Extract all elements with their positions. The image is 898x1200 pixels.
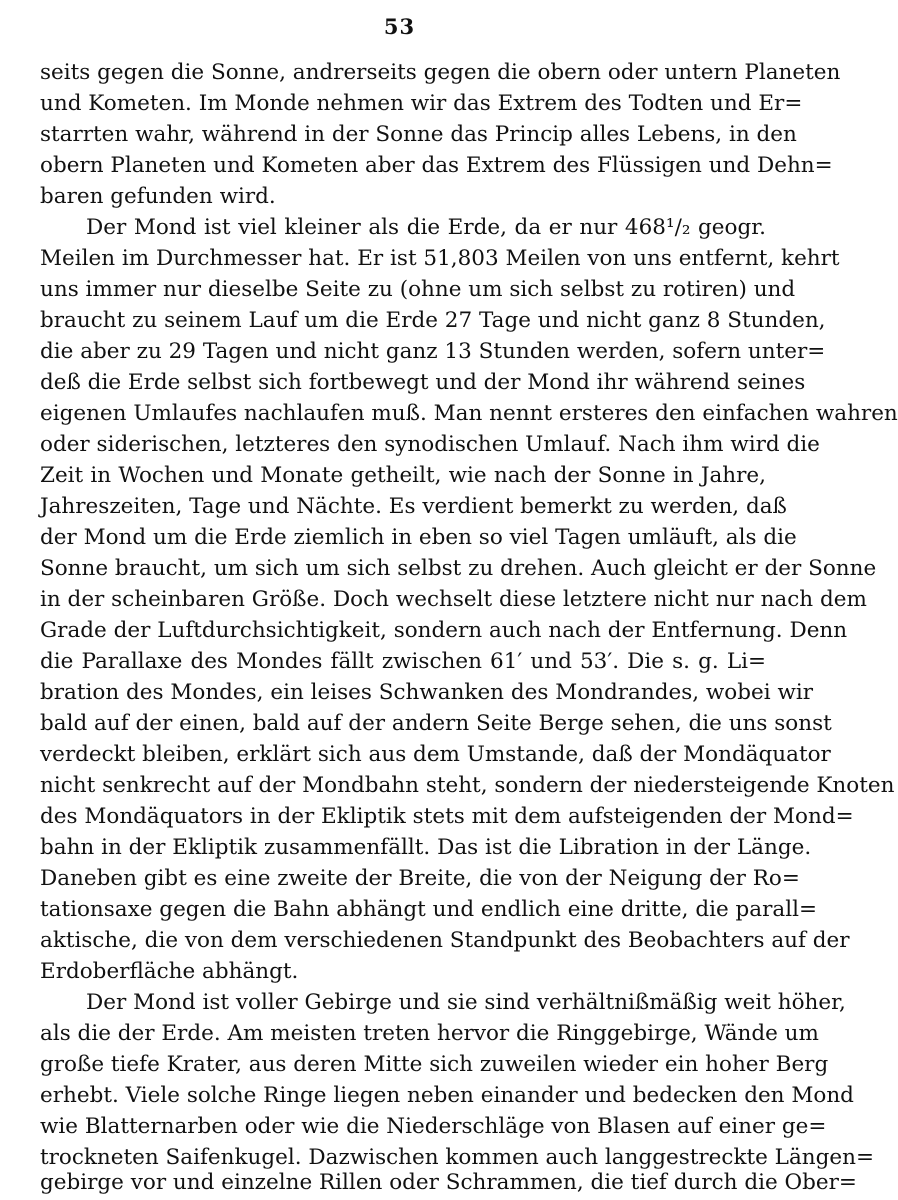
text-line: Grade der Luftdurchsichtigkeit, sondern auch nach der Entfernung. Denn bbox=[40, 618, 848, 643]
text-line: trockneten Saifenkugel. Dazwischen kommen auch langgestreckte Längen= bbox=[40, 1145, 874, 1170]
text-line: deß die Erde selbst sich fortbewegt und der Mond ihr während seines bbox=[40, 370, 806, 395]
text-line: Daneben gibt es eine zweite der Breite, die von der Neigung der Ro= bbox=[40, 866, 800, 891]
text-line: aktische, die von dem verschiedenen Standpunkt des Beobachters auf der bbox=[40, 928, 850, 953]
text-line: eigenen Umlaufes nachlaufen muß. Man nennt ersteres den einfachen wahren bbox=[40, 401, 898, 426]
text-line: nicht senkrecht auf der Mondbahn steht, sondern der niedersteigende Knoten bbox=[40, 773, 895, 798]
text-line: oder siderischen, letzteres den synodischen Umlauf. Nach ihm wird die bbox=[40, 432, 820, 457]
text-line: uns immer nur dieselbe Seite zu (ohne um sich selbst zu rotiren) und bbox=[40, 277, 796, 302]
text-line: die aber zu 29 Tagen und nicht ganz 13 Stunden werden, sofern unter= bbox=[40, 339, 826, 364]
text-line: und Kometen. Im Monde nehmen wir das Extrem des Todten und Er= bbox=[40, 91, 803, 116]
text-line: Jahreszeiten, Tage und Nächte. Es verdient bemerkt zu werden, daß bbox=[40, 494, 787, 519]
text-line: gebirge vor und einzelne Rillen oder Schrammen, die tief durch die Ober= bbox=[40, 1170, 857, 1195]
text-line: die Parallaxe des Mondes fällt zwischen 61′ und 53′. Die s. g. Li= bbox=[40, 649, 766, 674]
text-line: als die der Erde. Am meisten treten hervor die Ringgebirge, Wände um bbox=[40, 1021, 819, 1046]
text-line: Sonne braucht, um sich um sich selbst zu drehen. Auch gleicht er der Sonne bbox=[40, 556, 877, 581]
text-line: große tiefe Krater, aus deren Mitte sich zuweilen wieder ein hoher Berg bbox=[40, 1052, 829, 1077]
text-line: in der scheinbaren Größe. Doch wechselt diese letztere nicht nur nach dem bbox=[40, 587, 867, 612]
text-line: seits gegen die Sonne, andrerseits gegen die obern oder untern Planeten bbox=[40, 60, 841, 85]
text-line: verdeckt bleiben, erklärt sich aus dem Umstande, daß der Mondäquator bbox=[40, 742, 831, 767]
text-line: des Mondäquators in der Ekliptik stets mit dem aufsteigenden der Mond= bbox=[40, 804, 854, 829]
text-line: braucht zu seinem Lauf um die Erde 27 Tage und nicht ganz 8 Stunden, bbox=[40, 308, 826, 333]
text-line: wie Blatternarben oder wie die Niederschläge von Blasen auf einer ge= bbox=[40, 1114, 827, 1139]
text-line: bration des Mondes, ein leises Schwanken des Mondrandes, wobei wir bbox=[40, 680, 814, 705]
text-line: bahn in der Ekliptik zusammenfällt. Das ist die Libration in der Länge. bbox=[40, 835, 812, 860]
text-line: Meilen im Durchmesser hat. Er ist 51,803 Meilen von uns entfernt, kehrt bbox=[40, 246, 840, 271]
text-line: bald auf der einen, bald auf der andern Seite Berge sehen, die uns sonst bbox=[40, 711, 832, 736]
text-line: erhebt. Viele solche Ringe liegen neben einander und bedecken den Mond bbox=[40, 1083, 854, 1108]
text-line: Erdoberfläche abhängt. bbox=[40, 959, 299, 984]
text-line: baren gefunden wird. bbox=[40, 184, 276, 209]
text-line: starrten wahr, während in der Sonne das Princip alles Lebens, in den bbox=[40, 122, 797, 147]
text-line: obern Planeten und Kometen aber das Extrem des Flüssigen und Dehn= bbox=[40, 153, 833, 178]
text-line: Zeit in Wochen und Monate getheilt, wie nach der Sonne in Jahre, bbox=[40, 463, 766, 488]
text-line: Der Mond ist viel kleiner als die Erde, da er nur 468¹/₂ geogr. bbox=[86, 215, 766, 240]
text-line: Der Mond ist voller Gebirge und sie sind verhältnißmäßig weit höher, bbox=[86, 990, 846, 1015]
page-number: 53 bbox=[383, 14, 416, 39]
text-line: der Mond um die Erde ziemlich in eben so viel Tagen umläuft, als die bbox=[40, 525, 797, 550]
text-line: tationsaxe gegen die Bahn abhängt und endlich eine dritte, die parall= bbox=[40, 897, 817, 922]
